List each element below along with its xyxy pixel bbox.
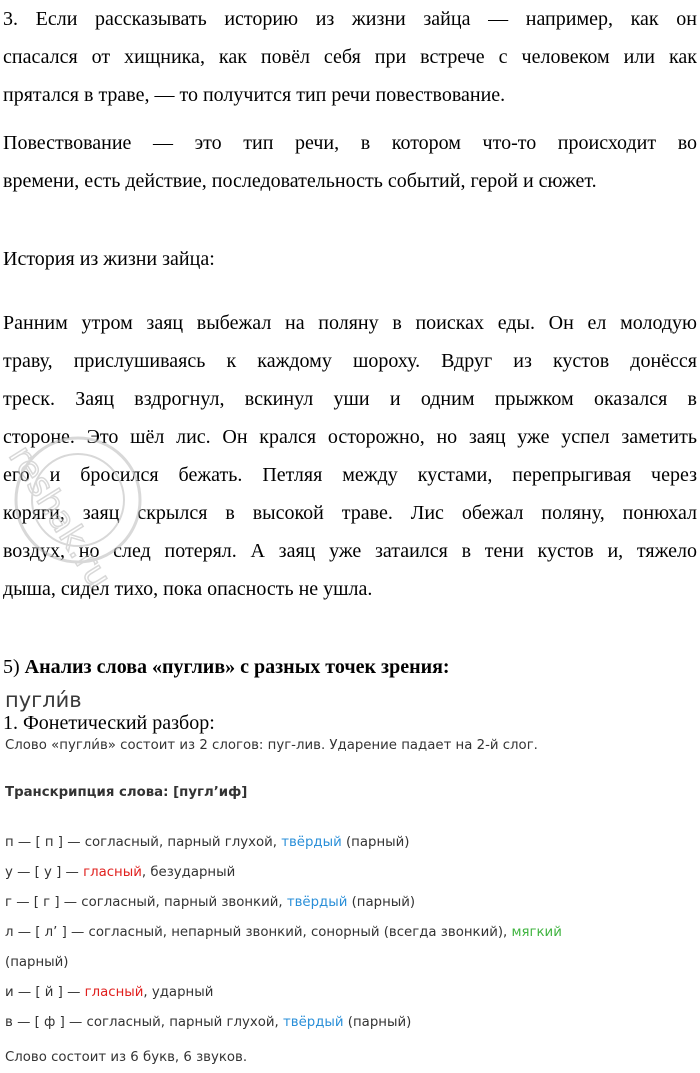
- analyzed-word: пугли́в: [5, 688, 82, 712]
- softness-tag: мягкий: [511, 925, 562, 940]
- sound-desc-tail: (парный): [347, 895, 416, 910]
- sound-desc: у — [ у ] —: [5, 865, 84, 880]
- story-line: стороне. Это шёл лис. Он крался осторожно, но заяц уже успел заметить: [3, 426, 697, 448]
- phonetic-heading-text: 1. Фонетический разбор:: [3, 712, 215, 734]
- story-line: треск. Заяц вздрогнул, вскинул уши и одним прыжком оказался в: [3, 388, 697, 410]
- sound-row: [5, 888, 695, 918]
- hardness-tag: твёрдый: [283, 1015, 344, 1030]
- sound-desc: в — [ ф ] — согласный, парный глухой,: [5, 1015, 284, 1030]
- story-title: [3, 240, 697, 278]
- syllable-info: Слово «пугли́в» состоит из 2 слогов: пуг-лив. Ударение падает на 2-й слог.: [5, 738, 538, 753]
- story-title-text: История из жизни зайца:: [3, 248, 215, 270]
- sound-rows: [5, 828, 695, 1038]
- sound-desc: и — [ й ] —: [5, 985, 85, 1000]
- analysis-heading: [3, 648, 697, 686]
- story-line: коряги, заяц скрылся в высокой траве. Лис обежал поляну, понюхал: [3, 502, 697, 524]
- sound-desc-tail: (парный): [341, 835, 410, 850]
- paragraph-line: спасался от хищника, как повёл себя при встрече с человеком или как: [3, 46, 697, 68]
- sound-row: [5, 1008, 695, 1038]
- sound-row: [5, 828, 695, 858]
- paragraph-line: времени, есть действие, последовательность событий, герой и сюжет.: [3, 170, 597, 192]
- letters-sounds-summary: Слово состоит из 6 букв, 6 звуков.: [5, 1050, 248, 1065]
- hardness-tag: твёрдый: [281, 835, 342, 850]
- phonetic-heading: [3, 704, 697, 742]
- paragraph-3: [3, 0, 697, 114]
- transcription: Транскрипция слова: [пугл’иф]: [5, 785, 248, 800]
- sound-row-continuation: (парный): [5, 955, 69, 970]
- vowel-tag: гласный: [84, 985, 144, 1000]
- story-line: его и бросился бежать. Петляя между кустами, перепрыгивая через: [3, 464, 697, 486]
- sound-desc: г — [ г ] — согласный, парный звонкий,: [5, 895, 287, 910]
- story-paragraph: [3, 304, 697, 608]
- sound-row: [5, 918, 695, 948]
- definition-paragraph: [3, 124, 697, 200]
- story-line: дыша, сидел тихо, пока опасность не ушла.: [3, 578, 373, 600]
- story-line: воздух, но след потерял. А заяц уже затаился в тени кустов и, тяжело: [3, 540, 697, 562]
- sound-desc-tail: , безударный: [141, 865, 236, 880]
- hardness-tag: твёрдый: [286, 895, 348, 910]
- sound-desc: л — [ л’ ] — согласный, непарный звонкий, сонорный (всегда звонкий),: [5, 925, 512, 940]
- sound-row: [5, 858, 695, 888]
- paragraph-line: Повествование — это тип речи, в котором что-то происходит во: [3, 132, 697, 154]
- sound-row: [5, 978, 695, 1008]
- sound-desc-tail: (парный): [343, 1015, 412, 1030]
- vowel-tag: гласный: [83, 865, 142, 880]
- story-line: траву, прислушиваясь к каждому шороху. Вдруг из кустов донёсся: [3, 350, 697, 372]
- svg-text:reshak.ru: reshak.ru: [0, 438, 120, 596]
- paragraph-line: 3. Если рассказывать историю из жизни зайца — например, как он: [3, 8, 697, 30]
- analysis-number: 5): [3, 656, 20, 678]
- paragraph-line: прятался в траве, — то получится тип речи повествование.: [3, 84, 506, 106]
- sound-desc-tail: , ударный: [143, 985, 214, 1000]
- sound-desc: п — [ п ] — согласный, парный глухой,: [5, 835, 282, 850]
- story-line: Ранним утром заяц выбежал на поляну в поисках еды. Он ел молодую: [3, 312, 697, 334]
- analysis-title: Анализ слова «пуглив» с разных точек зрения:: [24, 656, 450, 678]
